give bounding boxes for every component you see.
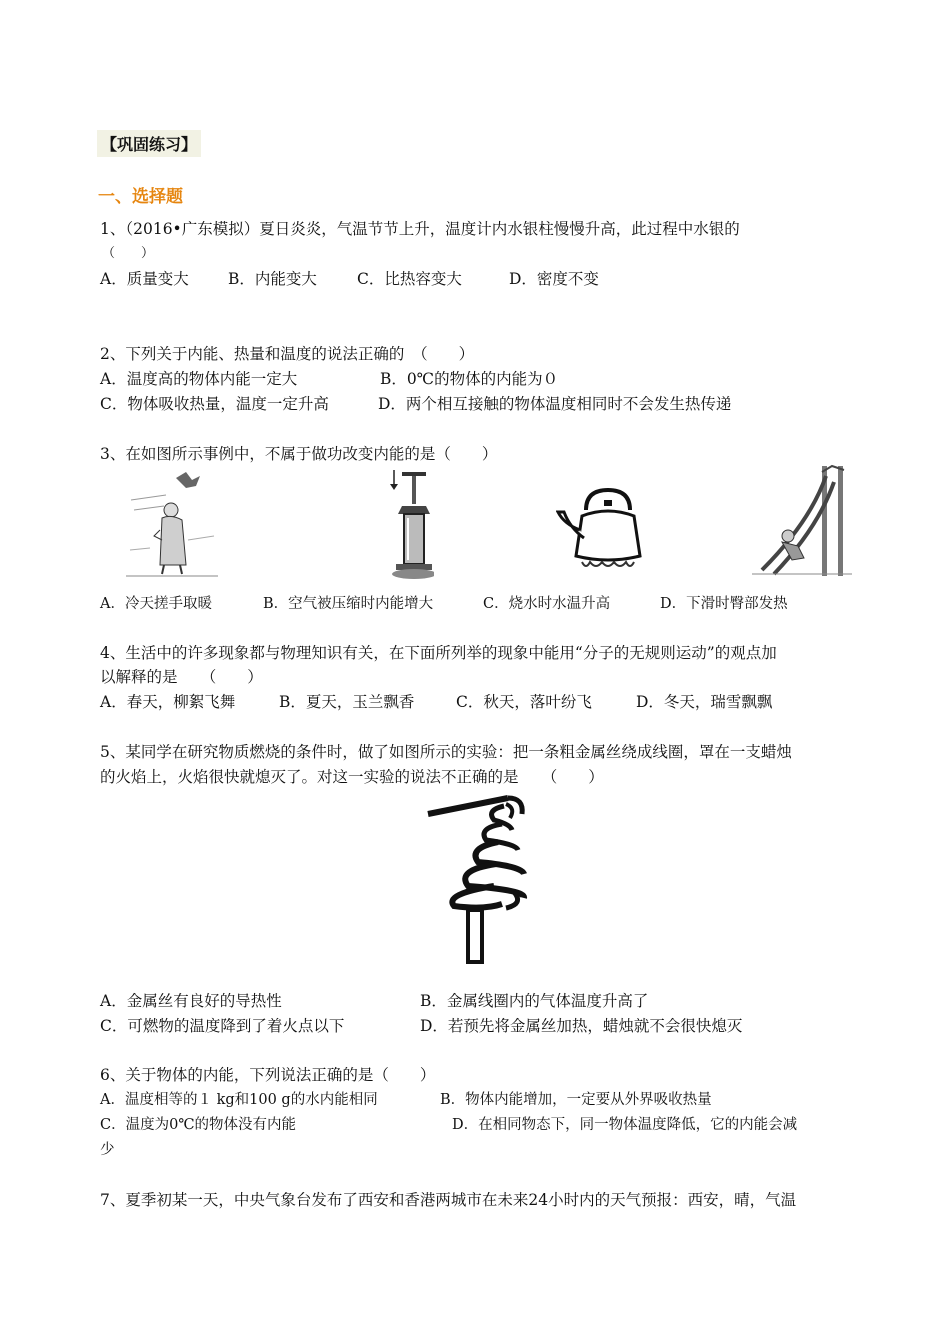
- figure-kettle: [556, 482, 658, 574]
- q3-option-b: B．空气被压缩时内能增大: [263, 596, 434, 612]
- q1-option-c: C．比热容变大: [357, 270, 462, 288]
- q3-option-a: A．冷天搓手取暖: [100, 596, 212, 612]
- q3-option-d: D．下滑时臀部发热: [660, 596, 788, 612]
- q3-stem: 3、在如图所示事例中，不属于做功改变内能的是（ ）: [100, 445, 498, 463]
- q4-option-d: D．冬天，瑞雪飘飘: [636, 693, 773, 711]
- q7-stem: 7、夏季初某一天，中央气象台发布了西安和香港两城市在未来24小时内的天气预报：西安，晴，气温: [100, 1191, 797, 1209]
- figure-candle-coil: [424, 786, 528, 966]
- q4-stem-line2: 以解释的是 （ ）: [100, 668, 263, 686]
- figure-air-compression: [384, 466, 434, 584]
- q1-option-a: A．质量变大: [100, 270, 189, 288]
- q5-option-c: C．可燃物的温度降到了着火点以下: [100, 1017, 345, 1035]
- section-title: 一、选择题: [98, 187, 183, 207]
- q6-option-d-continued: 少: [100, 1142, 115, 1158]
- q5-option-d: D．若预先将金属丝加热，蜡烛就不会很快熄灭: [420, 1017, 743, 1035]
- q6-option-d: D．在相同物态下，同一物体温度降低，它的内能会减: [452, 1117, 798, 1133]
- q5-stem-line2: 的火焰上，火焰很快就熄灭了。对这一实验的说法不正确的是 （ ）: [100, 768, 604, 786]
- figure-rubbing-hands: [126, 470, 218, 580]
- q3-option-c: C．烧水时水温升高: [483, 596, 611, 612]
- q6-stem: 6、关于物体的内能，下列说法正确的是（ ）: [100, 1066, 436, 1084]
- figure-slide: [752, 462, 852, 580]
- q6-option-c: C．温度为0℃的物体没有内能: [100, 1117, 297, 1133]
- q6-option-b: B．物体内能增加，一定要从外界吸收热量: [440, 1092, 712, 1108]
- q2-option-d: D．两个相互接触的物体温度相同时不会发生热传递: [378, 395, 732, 413]
- practice-tag: 【巩固练习】: [97, 130, 201, 157]
- q4-option-b: B．夏天，玉兰飘香: [279, 693, 415, 711]
- q1-option-b: B．内能变大: [228, 270, 317, 288]
- q1-stem-line2: （ ）: [102, 246, 155, 261]
- q2-option-b: B．0℃的物体的内能为０: [380, 370, 559, 388]
- q4-stem-line1: 4、生活中的许多现象都与物理知识有关，在下面所列举的现象中能用“分子的无规则运动”的观点加: [100, 644, 777, 662]
- q5-option-b: B．金属线圈内的气体温度升高了: [420, 992, 649, 1010]
- q1-stem-line1: 1、（2016•广东模拟）夏日炎炎，气温节节上升，温度计内水银柱慢慢升高，此过程中水银的: [100, 220, 740, 238]
- q4-option-a: A．春天，柳絮飞舞: [100, 693, 236, 711]
- q5-stem-line1: 5、某同学在研究物质燃烧的条件时，做了如图所示的实验：把一条粗金属丝绕成线圈，罩在一支蜡烛: [100, 743, 792, 761]
- q5-option-a: A．金属丝有良好的导热性: [100, 992, 282, 1010]
- q2-stem: 2、下列关于内能、热量和温度的说法正确的 （ ）: [100, 345, 475, 363]
- q2-option-c: C．物体吸收热量，温度一定升高: [100, 395, 329, 413]
- q6-option-a: A．温度相等的１ kg和100 g的水内能相同: [100, 1092, 378, 1108]
- q2-option-a: A．温度高的物体内能一定大: [100, 370, 298, 388]
- q4-option-c: C．秋天，落叶纷飞: [456, 693, 592, 711]
- q1-option-d: D．密度不变: [509, 270, 599, 288]
